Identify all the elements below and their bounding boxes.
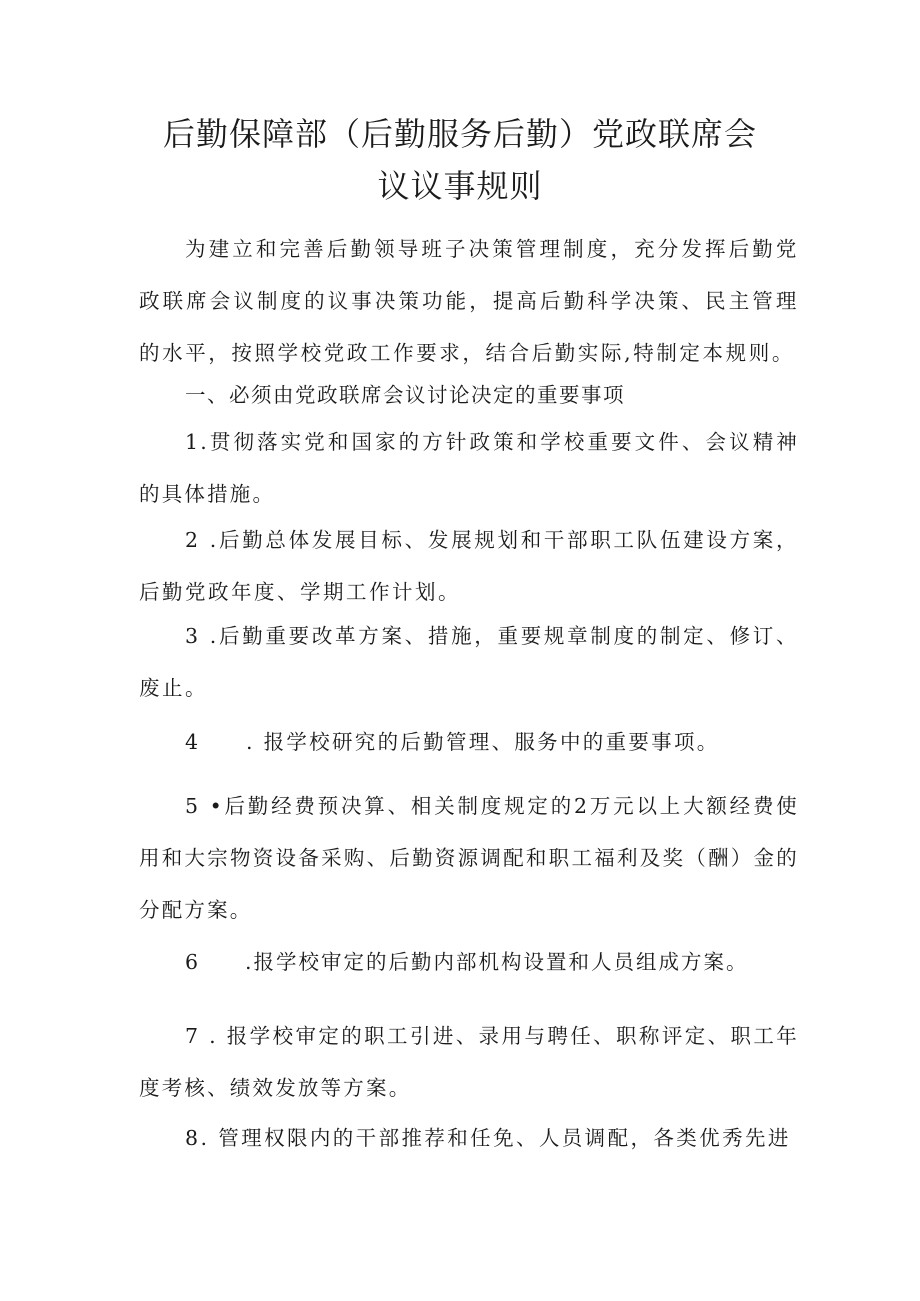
document-title-line1: 后勤保障部（后勤服务后勤）党政联席会 <box>162 115 757 153</box>
document-title-line2: 议议事规则 <box>377 167 543 205</box>
list-item-5: 5 •后勤经费预决算、相关制度规定的2万元以上大额经费使用和大宗物资设备采购、后勤资源调配和职工福利及奖（酬）金的分配方案。 <box>139 794 799 922</box>
intro-paragraph: 为建立和完善后勤领导班子决策管理制度，充分发挥后勤党政联席会议制度的议事决策功能，提高后勤科学决策、民主管理的水平，按照学校党政工作要求，结合后勤实际,特制定本规则。 <box>139 237 799 365</box>
list-item-1: 1.贯彻落实党和国家的方针政策和学校重要文件、会议精神的具体措施。 <box>139 430 799 506</box>
list-item-3: 3 .后勤重要改革方案、措施，重要规章制度的制定、修订、废止。 <box>139 624 799 700</box>
list-item-7: 7 . 报学校审定的职工引进、录用与聘任、职称评定、职工年度考核、绩效发放等方案。 <box>139 1024 799 1100</box>
list-item-2: 2 .后勤总体发展目标、发展规划和干部职工队伍建设方案，后勤党政年度、学期工作计划。 <box>139 528 799 604</box>
section-heading: 一、必须由党政联席会议讨论决定的重要事项 <box>185 383 625 407</box>
list-item-4: 4 . 报学校研究的后勤管理、服务中的重要事项。 <box>185 730 720 754</box>
list-item-8: 8. 管理权限内的干部推荐和任免、人员调配，各类优秀先进 <box>185 1126 791 1150</box>
list-item-6: 6 .报学校审定的后勤内部机构设置和人员组成方案。 <box>185 950 749 974</box>
